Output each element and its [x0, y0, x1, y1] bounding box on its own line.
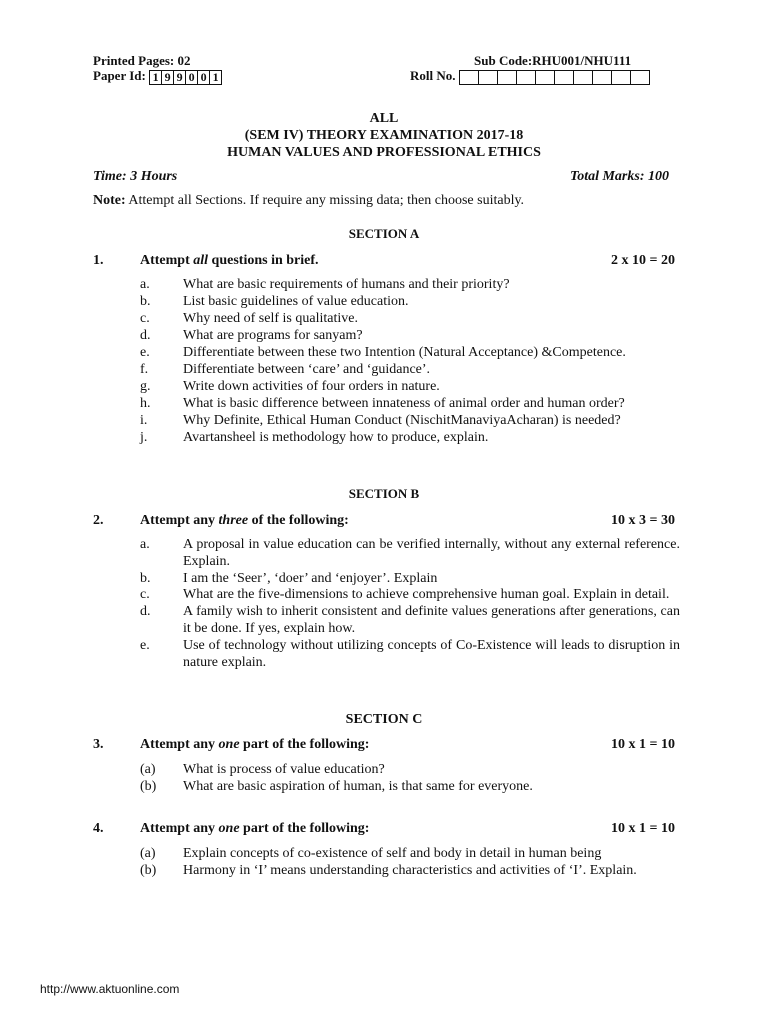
question-3-instruction: Attempt any one part of the following:: [140, 737, 370, 752]
section-b-list: [140, 537, 680, 671]
section-a-heading: SECTION A: [348, 226, 420, 241]
question-2-marks: 10 x 3 = 30: [611, 513, 675, 528]
list-item: (b) What are basic aspiration of human, is that same for everyone.: [140, 779, 533, 794]
list-item: d. What are programs for sanyam?: [140, 328, 363, 343]
list-item: h. What is basic difference between innateness of animal order and human order?: [140, 396, 625, 411]
note: [93, 193, 524, 209]
section-b-heading: SECTION B: [348, 486, 420, 501]
section-a-list: [140, 276, 680, 446]
roll-no-boxes: [459, 70, 650, 85]
question-4-marks: 10 x 1 = 10: [611, 821, 675, 836]
note-text: Attempt all Sections. If require any missing data; then choose suitably.: [128, 193, 525, 208]
question-number: 2.: [93, 513, 104, 528]
paper-id-digit: 1: [210, 71, 222, 84]
paper-id-boxes: [149, 70, 222, 85]
paper-id-digit: 9: [174, 71, 186, 84]
list-item: b. List basic guidelines of value education.: [140, 294, 409, 309]
footer-link[interactable]: http://www.aktuonline.com: [40, 982, 180, 996]
paper-id: [93, 68, 222, 85]
list-item: (a) What is process of value education?: [140, 762, 385, 777]
list-item: c. Why need of self is qualitative.: [140, 311, 358, 326]
list-item: a. A proposal in value education can be verified internally, without any external reference. Explain.: [140, 537, 680, 569]
roll-no-label: Roll No.: [410, 68, 456, 83]
question-3-marks: 10 x 1 = 10: [611, 737, 675, 752]
title-all: ALL: [369, 111, 399, 126]
list-item: (a) Explain concepts of co-existence of self and body in detail in human being: [140, 846, 602, 861]
question-3-list: [140, 761, 680, 795]
question-4-list: [140, 845, 680, 879]
question-1-marks: 2 x 10 = 20: [611, 253, 675, 268]
list-item: j. Avartansheel is methodology how to produce, explain.: [140, 430, 489, 445]
list-item: d. A family wish to inherit consistent and definite values generations after generations, can it be done. If yes, explain how.: [140, 604, 680, 636]
exam-title: (SEM IV) THEORY EXAMINATION 2017-18: [244, 128, 524, 143]
question-1-instruction: Attempt all questions in brief.: [140, 253, 319, 268]
paper-id-label: Paper Id:: [93, 68, 146, 83]
paper-id-digit: 9: [162, 71, 174, 84]
list-item: e. Differentiate between these two Intention (Natural Acceptance) &Competence.: [140, 345, 626, 360]
sub-code: Sub Code:RHU001/NHU111: [474, 53, 632, 68]
paper-id-digit: 1: [150, 71, 162, 84]
total-marks: Total Marks: 100: [569, 169, 669, 184]
list-item: f. Differentiate between ‘care’ and ‘guidance’.: [140, 362, 431, 377]
time: Time: 3 Hours: [93, 169, 178, 184]
question-2-instruction: Attempt any three of the following:: [140, 513, 349, 528]
section-c-heading: SECTION C: [345, 712, 423, 727]
printed-pages: Printed Pages: 02: [93, 53, 191, 68]
list-item: c. What are the five-dimensions to achieve comprehensive human goal. Explain in detail.: [140, 587, 670, 603]
paper-id-digit: 0: [186, 71, 198, 84]
roll-no: [410, 68, 650, 85]
list-item: (b) Harmony in ‘I’ means understanding characteristics and activities of ‘I’. Explain.: [140, 863, 637, 878]
subject-title: HUMAN VALUES AND PROFESSIONAL ETHICS: [227, 145, 541, 160]
note-label: Note:: [93, 193, 126, 208]
question-number: 1.: [93, 253, 104, 268]
list-item: a. What are basic requirements of humans and their priority?: [140, 277, 510, 292]
list-item: i. Why Definite, Ethical Human Conduct (NischitManaviyaAcharan) is needed?: [140, 413, 621, 428]
list-item: g. Write down activities of four orders in nature.: [140, 379, 440, 394]
list-item: b. I am the ‘Seer’, ‘doer’ and ‘enjoyer’. Explain: [140, 570, 438, 586]
question-number: 4.: [93, 821, 104, 836]
question-4-instruction: Attempt any one part of the following:: [140, 821, 370, 836]
paper-id-digit: 0: [198, 71, 210, 84]
question-number: 3.: [93, 737, 104, 752]
list-item: e. Use of technology without utilizing concepts of Co-Existence will leads to disruption in nature explain.: [140, 637, 680, 670]
